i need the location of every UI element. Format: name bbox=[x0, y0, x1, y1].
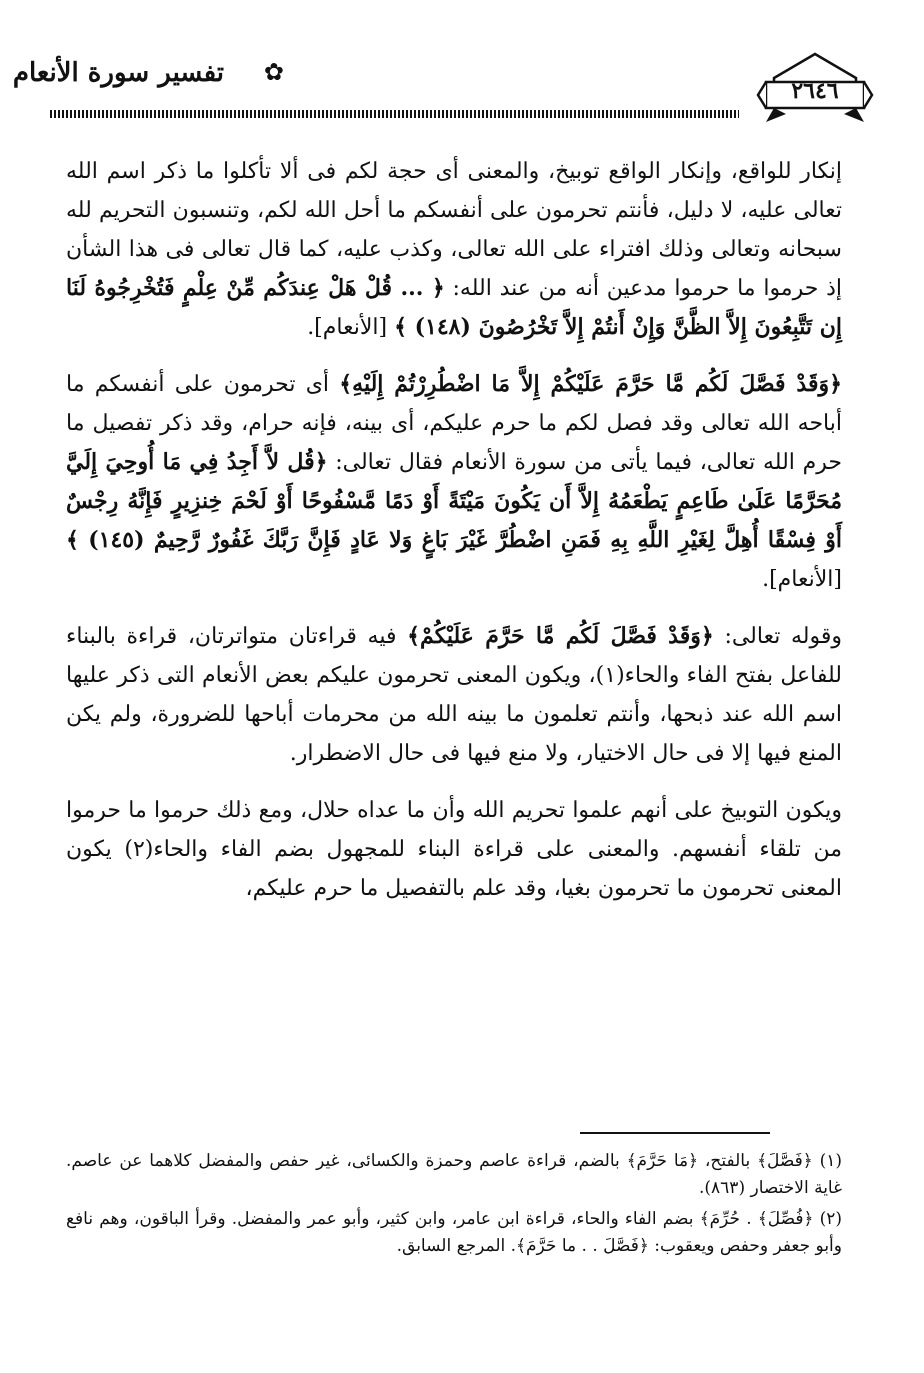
footnotes bbox=[66, 1148, 842, 1264]
quran-quote: ﴿وَقَدْ فَصَّلَ لَكُم مَّا حَرَّمَ عَلَيْكُمْ﴾ bbox=[407, 623, 714, 649]
paragraph-lead: وقوله تعالى: bbox=[724, 624, 843, 649]
quran-quote: ﴿ ... قُلْ هَلْ عِندَكُم مِّنْ عِلْمٍ فَتُخْرِجُوهُ لَنَا إِن تَتَّبِعُونَ إِلاَّ الظَّنَّ وَإِنْ أَنتُمْ إِلاَّ تَخْرُصُونَ (١٤٨) ﴾ bbox=[66, 275, 842, 340]
surah-reference: [الأنعام]. bbox=[307, 315, 388, 340]
surah-reference: [الأنعام]. bbox=[762, 567, 842, 592]
flower-ornament-icon: ✿ bbox=[263, 58, 284, 86]
paragraph-1 bbox=[66, 152, 842, 347]
paragraph-text: أى تحرمون على أنفسكم ما أباحه الله تعالى وقد فصل لكم ما حرم عليكم، أى بينه، فإنه حرام، وقد ذكر تفصيل ما حرم الله تعالى، فيما يأتى من سورة الأنعام فقال تعالى: bbox=[66, 372, 843, 475]
running-title: تفسير سورة الأنعام bbox=[12, 58, 224, 88]
paragraph-3 bbox=[66, 617, 842, 773]
page-header bbox=[12, 40, 884, 130]
paragraph-4 bbox=[66, 791, 842, 908]
header-dotted-rule bbox=[50, 110, 739, 118]
footnote-separator bbox=[580, 1132, 770, 1134]
quran-quote: ﴿وَقَدْ فَصَّلَ لَكُم مَّا حَرَّمَ عَلَيْكُمْ إِلاَّ مَا اضْطُرِرْتُمْ إِلَيْهِ﴾ bbox=[339, 371, 842, 397]
paragraph-2 bbox=[66, 365, 842, 599]
paragraph-text: فيه قراءتان متواترتان، قراءة بالبناء للفاعل بفتح الفاء والحاء(١)، ويكون المعنى تحرمون عليكم بعض الأنعام التى ذكر عليها اسم الله عند ذبحها، وأنتم تعلمون ما بينه الله من محرمات أباحها للضرورة، ولم يكن المنع فيها إلا فى حال الاختيار، ولا منع فيها فى حال الاضطرار. bbox=[66, 624, 842, 766]
footnote-1: (١) ﴿فَصَّلَ﴾ بالفتح، ﴿مَا حَرَّمَ﴾ بالضم، قراءة عاصم وحمزة والكسائى، غير حفص والمفضل كلاهما عن عاصم. غاية الاختصار (٨٦٣). bbox=[66, 1151, 842, 1198]
page-number: ٢٦٤٦ bbox=[791, 78, 839, 104]
main-text bbox=[66, 152, 842, 926]
footnote-2: (٢) ﴿فُصِّلَ﴾ . حُرِّمَ﴾ بضم الفاء والحاء، قراءة ابن عامر، وابن كثير، وأبو عمر والمفضل. وقرأ الباقون، وهم نافع وأبو جعفر وحفص ويعقوب: ﴿فَصَّلَ . . ما حَرَّمَ﴾. المرجع السابق. bbox=[66, 1209, 842, 1256]
paragraph-text: إنكار للواقع، وإنكار الواقع توبيخ، والمعنى أى حجة لكم فى ألا تأكلوا ما ذكر اسم الله تعالى عليه، لا دليل، فأنتم تحرمون على أنفسكم ما أحل الله لكم، وتنسبون التحريم لله سبحانه وتعالى وذلك افتراء على الله تعالى، وكذب عليه، كما قال تعالى فى هذا الشأن إذ حرموا ما حرموا مدعين أنه من عند الله: bbox=[66, 159, 843, 301]
quran-quote-2: ﴿قُل لاَّ أَجِدُ فِي مَا أُوحِيَ إِلَيَّ مُحَرَّمًا عَلَىٰ طَاعِمٍ يَطْعَمُهُ إِلاَّ أَن يَكُونَ مَيْتَةً أَوْ دَمًا مَّسْفُوحًا أَوْ لَحْمَ خِنزِيرٍ فَإِنَّهُ رِجْسٌ أَوْ فِسْقًا أُهِلَّ لِغَيْرِ اللَّهِ بِهِ فَمَنِ اضْطُرَّ غَيْرَ بَاغٍ وَلا عَادٍ فَإِنَّ رَبَّكَ غَفُورٌ رَّحِيمٌ (١٤٥) ﴾ bbox=[66, 449, 842, 553]
paragraph-text: ويكون التوبيخ على أنهم علموا تحريم الله وأن ما عداه حلال، ومع ذلك حرموا ما حرموا من تلقاء أنفسهم. والمعنى على قراءة البناء للمجهول بضم الفاء والحاء(٢) يكون المعنى تحرمون ما تحرمون بغيا، وقد علم بالتفصيل ما حرم عليكم، bbox=[66, 798, 842, 901]
